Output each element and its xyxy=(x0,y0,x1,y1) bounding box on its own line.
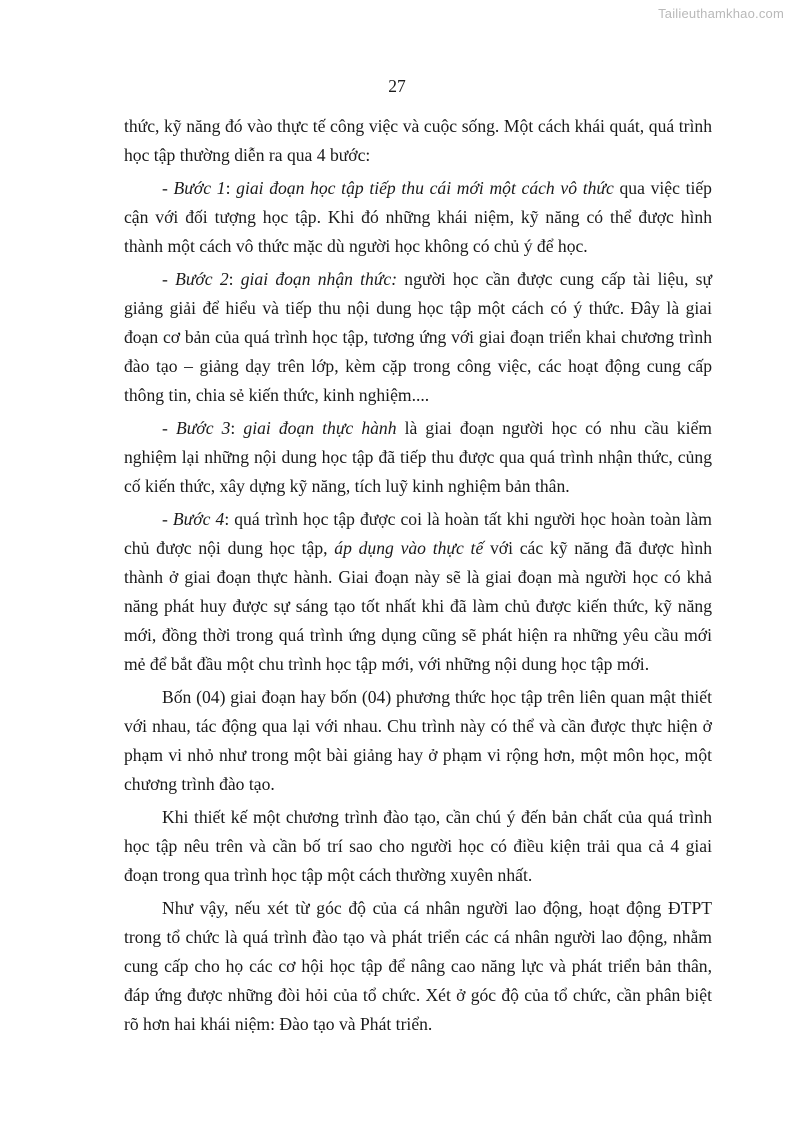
step-text: qua việc tiếp cận với đối tượng học tập. Khi đó những khái niệm, kỹ năng có thể được hình thành một cách vô thức mặc dù người học không có chủ ý để học. xyxy=(124,178,712,256)
phase-name: giai đoạn thực hành xyxy=(243,418,397,438)
list-dash: - xyxy=(162,509,173,529)
list-dash: - xyxy=(162,178,174,198)
step-text: là giai đoạn người học có nhu cầu kiểm nghiệm lại những nội dung học tập đã tiếp thu được qua quá trình nhận thức, củng cố kiến thức, xây dựng kỹ năng, tích luỹ kinh nghiệm bản thân. xyxy=(124,418,712,496)
page-number: 27 xyxy=(388,76,406,96)
step-3-paragraph xyxy=(124,414,712,501)
step-text: người học cần được cung cấp tài liệu, sự giảng giải để hiểu và tiếp thu nội dung học tập một cách có ý thức. Đây là giai đoạn cơ bản của quá trình học tập, tương ứng với giai đoạn triển khai chương trình đào tạo – giảng dạy trên lớp, kèm cặp trong công việc, các hoạt động cung cấp thông tin, chia sẻ kiến thức, kinh nghiệm.... xyxy=(124,269,712,405)
paragraph: thức, kỹ năng đó vào thực tế công việc và cuộc sống. Một cách khái quát, quá trình học tập thường diễn ra qua 4 bước: xyxy=(124,116,712,165)
step-label: Bước 1 xyxy=(173,178,226,198)
separator: : xyxy=(228,269,241,289)
step-1-paragraph xyxy=(124,174,712,261)
list-dash: - xyxy=(162,269,176,289)
step-label: Bước 4 xyxy=(172,509,225,529)
separator: : xyxy=(225,178,237,198)
step-label: Bước 2 xyxy=(175,269,229,289)
phase-name: giai đoạn nhận thức: xyxy=(240,269,398,289)
paragraph: Khi thiết kế một chương trình đào tạo, cần chú ý đến bản chất của quá trình học tập nêu trên và cần bố trí sao cho người học có điều kiện trải qua cả 4 giai đoạn trong qua trình học tập một cách thường xuyên nhất. xyxy=(124,807,712,885)
document-body xyxy=(124,112,712,1039)
phase-name: giai đoạn học tập tiếp thu cái mới một cách vô thức xyxy=(236,178,614,198)
step-4-paragraph xyxy=(124,505,712,679)
phase-name: áp dụng vào thực tế xyxy=(334,538,484,558)
paragraph: Như vậy, nếu xét từ góc độ của cá nhân người lao động, hoạt động ĐTPT trong tổ chức là quá trình đào tạo và phát triển các cá nhân người lao động, nhằm cung cấp cho họ các cơ hội học tập để nâng cao năng lực và phát triển bản thân, đáp ứng được những đòi hỏi của tổ chức. Xét ở góc độ của tổ chức, cần phân biệt rõ hơn hai khái niệm: Đào tạo và Phát triển. xyxy=(124,898,712,1034)
separator: : xyxy=(230,418,244,438)
step-2-paragraph xyxy=(124,265,712,410)
paragraph: Bốn (04) giai đoạn hay bốn (04) phương thức học tập trên liên quan mật thiết với nhau, tác động qua lại với nhau. Chu trình này có thể và cần được thực hiện ở phạm vi nhỏ như trong một bài giảng hay ở phạm vi rộng hơn, một môn học, một chương trình đào tạo. xyxy=(124,687,712,794)
step-text: với các kỹ năng đã được hình thành ở giai đoạn thực hành. Giai đoạn này sẽ là giai đoạn mà người học có khả năng phát huy được sự sáng tạo tốt nhất khi đã làm chủ được kiến thức, kỹ năng mới, đồng thời trong quá trình ứng dụng cũng sẽ phát hiện ra những yêu cầu mới mẻ để bắt đầu một chu trình học tập mới, với những nội dung học tập mới. xyxy=(124,538,713,674)
step-text: : quá trình học tập được coi là hoàn tất khi người học hoàn toàn làm chủ được nội dung học tập, xyxy=(124,509,712,558)
list-dash: - xyxy=(162,418,176,438)
step-label: Bước 3 xyxy=(175,418,231,438)
watermark: Tailieuthamkhao.com xyxy=(658,6,784,21)
